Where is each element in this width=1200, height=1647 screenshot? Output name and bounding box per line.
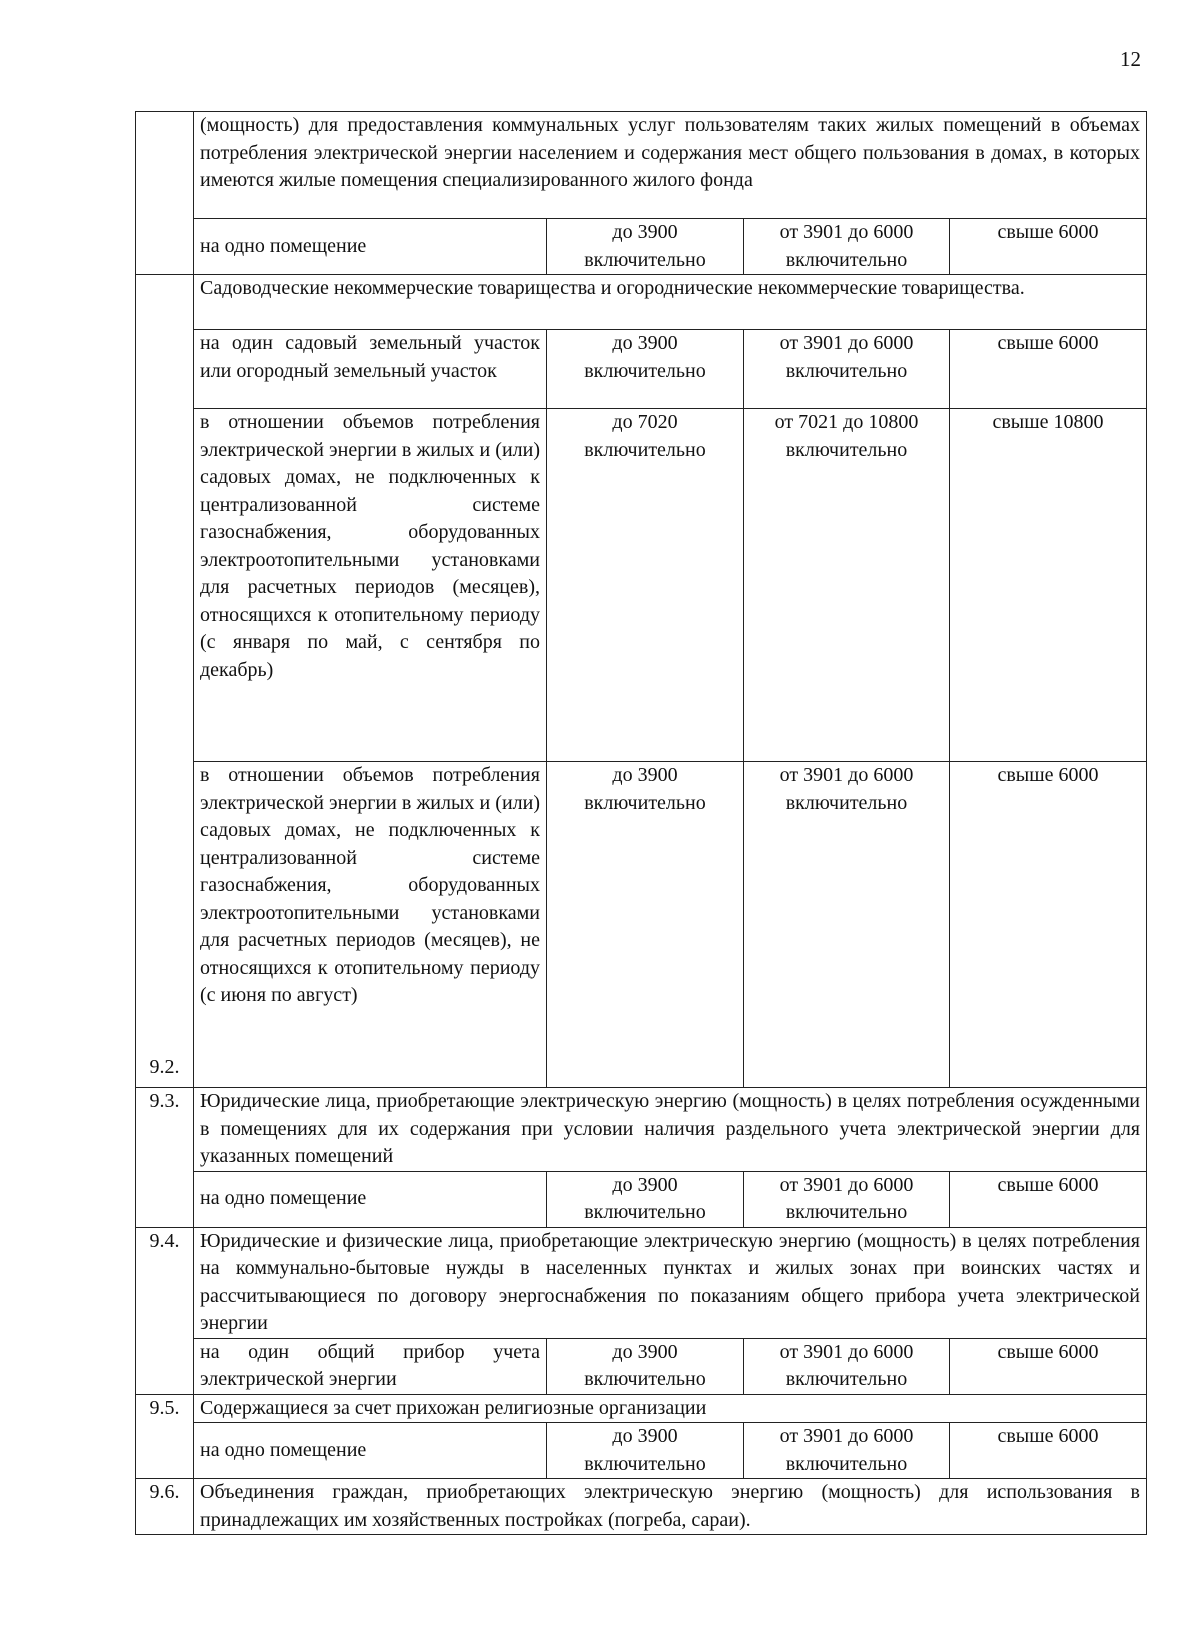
value-range-3: свыше 6000 xyxy=(950,330,1147,409)
value-range-2: от 3901 до 6000 включительно xyxy=(744,762,950,1088)
row-label: на один садовый земельный участок или огородный земельный участок xyxy=(194,330,547,409)
section-title: Юридические и физические лица, приобретающие электрическую энергию (мощность) в целях потребления на коммунально-бытовые нужды в населенных пунктах и жилых зонах при воинских частях и рассчитывающиеся по договору энергоснабжения по показаниям общего прибора учета электрической энергии xyxy=(194,1227,1147,1338)
section-number: 9.2. xyxy=(136,275,194,1088)
section-title: Юридические лица, приобретающие электрическую энергию (мощность) в целях потребления осужденными в помещениях для их содержания при условии наличия раздельного учета электрической энергии для указанных помещений xyxy=(194,1088,1147,1172)
row-label: на один общий прибор учета электрической энергии xyxy=(194,1338,547,1394)
value-range-3: свыше 6000 xyxy=(950,1338,1147,1394)
value-range-1: до 3900 включительно xyxy=(547,330,744,409)
value-range-2: от 3901 до 6000 включительно xyxy=(744,330,950,409)
value-range-2: от 7021 до 10800 включительно xyxy=(744,409,950,762)
section-title: Содержащиеся за счет прихожан религиозные организации xyxy=(194,1394,1147,1423)
row-label: на одно помещение xyxy=(194,1171,547,1227)
row-label: в отношении объемов потребления электрической энергии в жилых и (или) садовых домах, не подключенных к централизованной системе газоснабжения, оборудованных электроотопительными установками для расчетных периодов (месяцев), относящихся к отопительному периоду (с января по май, с сентября по декабрь) xyxy=(194,409,547,762)
section-title: (мощность) для предоставления коммунальных услуг пользователям таких жилых помещений в объемах потребления электрической энергии населением и содержания мест общего пользования в домах, в которых имеются жилые помещения специализированного жилого фонда xyxy=(194,112,1147,219)
tariff-table xyxy=(135,111,1147,1535)
section-number: 9.5. xyxy=(136,1394,194,1479)
section-number: 9.4. xyxy=(136,1227,194,1394)
section-title: Объединения граждан, приобретающих электрическую энергию (мощность) для использования в принадлежащих им хозяйственных постройках (погреба, сараи). xyxy=(194,1479,1147,1535)
value-range-3: свыше 6000 xyxy=(950,1423,1147,1479)
value-range-2: от 3901 до 6000 включительно xyxy=(744,219,950,275)
value-range-1: до 7020 включительно xyxy=(547,409,744,762)
value-range-1: до 3900 включительно xyxy=(547,1171,744,1227)
section-number-empty xyxy=(136,112,194,275)
value-range-3: свыше 6000 xyxy=(950,219,1147,275)
value-range-2: от 3901 до 6000 включительно xyxy=(744,1171,950,1227)
value-range-3: свыше 10800 xyxy=(950,409,1147,762)
row-label: в отношении объемов потребления электрической энергии в жилых и (или) садовых домах, не подключенных к централизованной системе газоснабжения, оборудованных электроотопительными установками для расчетных периодов (месяцев), не относящихся к отопительному периоду (с июня по август) xyxy=(194,762,547,1088)
section-title: Садоводческие некоммерческие товарищества и огороднические некоммерческие товарищества. xyxy=(194,275,1147,330)
value-range-1: до 3900 включительно xyxy=(547,1338,744,1394)
page-number: 12 xyxy=(1120,47,1141,71)
value-range-2: от 3901 до 6000 включительно xyxy=(744,1423,950,1479)
value-range-1: до 3900 включительно xyxy=(547,219,744,275)
value-range-1: до 3900 включительно xyxy=(547,1423,744,1479)
value-range-1: до 3900 включительно xyxy=(547,762,744,1088)
row-label: на одно помещение xyxy=(194,1423,547,1479)
section-number: 9.3. xyxy=(136,1088,194,1228)
value-range-3: свыше 6000 xyxy=(950,1171,1147,1227)
section-number: 9.6. xyxy=(136,1479,194,1535)
value-range-2: от 3901 до 6000 включительно xyxy=(744,1338,950,1394)
value-range-3: свыше 6000 xyxy=(950,762,1147,1088)
row-label: на одно помещение xyxy=(194,219,547,275)
